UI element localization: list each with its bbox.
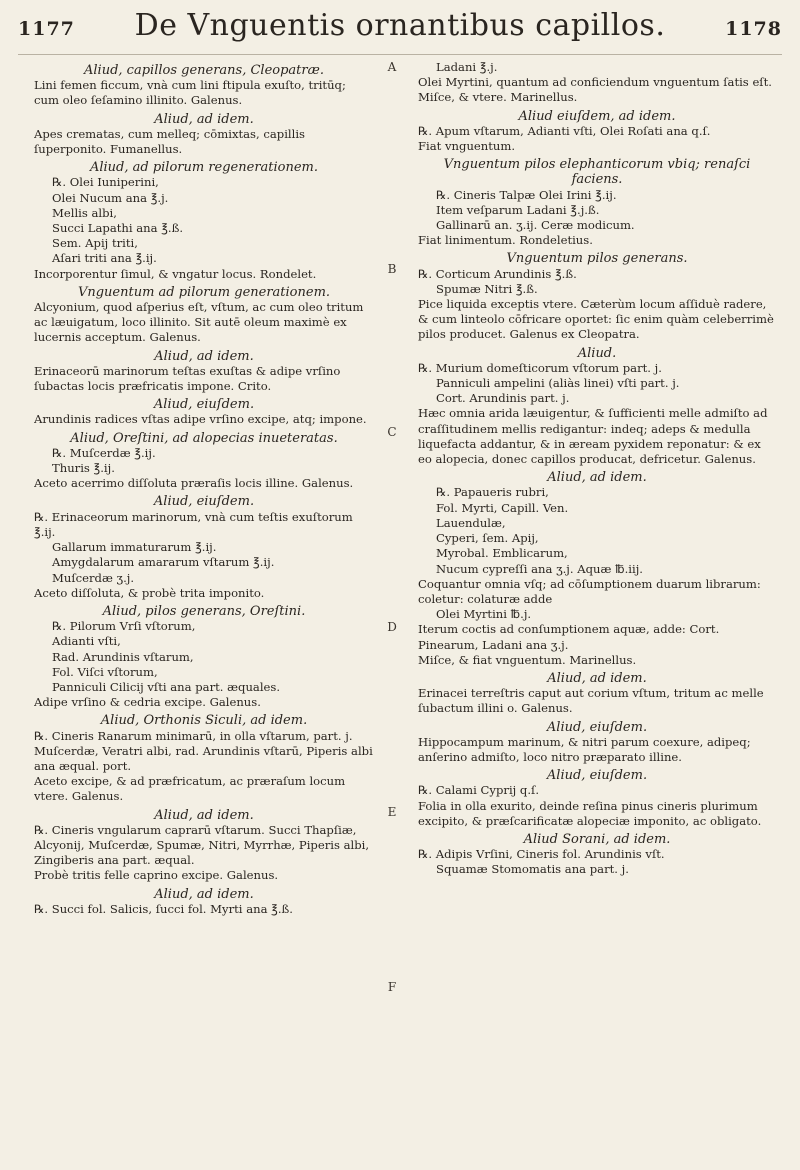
- text-line: ℞. Murium domeſticorum vſtorum part. j.: [418, 360, 662, 375]
- recipe-heading: Aliud Sorani, ad idem.: [523, 831, 671, 847]
- ingredient-line: Squamæ Stomomatis ana part. j.: [436, 862, 629, 877]
- text-line: ℞. Apum vſtarum, Adianti vſti, Olei Roſati ana q.ſ.: [418, 123, 711, 138]
- ingredient-line: Sem. Apij triti,: [52, 236, 138, 251]
- ingredient-line: ℞. Papaueris rubri,: [436, 485, 549, 500]
- text-line: Alcyonium, quod aſperius eſt, vſtum, ac cum oleo tritum ac læuigatum, loco illinito. Sit autē oleum maximè ex lucernis acceptum. Galenus.: [34, 300, 364, 345]
- ingredient-line: ℞. Olei Iuniperini,: [52, 175, 159, 190]
- text-line: Coquantur omnia vſq; ad cōſumptionem duarum librarum: coletur: colaturæ adde: [418, 576, 761, 606]
- recipe-heading: Aliud, eiuſdem.: [546, 719, 648, 735]
- ingredient-line: Panniculi ampelini (aliàs linei) vſti part. j.: [436, 376, 680, 391]
- text-line: Fiat linimentum. Rondeletius.: [418, 233, 593, 248]
- ingredient-line: Succi Lapathi ana ℥.ß.: [52, 221, 184, 236]
- ingredient-line: Amygdalarum amararum vſtarum ℥.ij.: [52, 555, 275, 570]
- recipe-heading: Aliud, ad idem.: [547, 470, 647, 486]
- recipe-heading: Aliud, ad idem.: [154, 807, 254, 823]
- recipe-heading: Aliud eiuſdem, ad idem.: [518, 108, 676, 124]
- page-number-right: 1178: [725, 18, 782, 40]
- ingredient-line: ℞. Pilorum Vrſi vſtorum,: [52, 619, 196, 634]
- ingredient-line: Thuris ℥.ij.: [52, 461, 115, 476]
- ingredient-line: Gallinarū an. ʒ.ij. Ceræ modicum.: [436, 218, 635, 233]
- recipe-heading: Aliud, Oreſtini, ad alopecias inueteratas.: [70, 430, 338, 446]
- ingredient-line: Adianti vſti,: [52, 634, 121, 649]
- text-line: ℞. Cineris Ranarum minimarū, in olla vſtarum, part. j.: [34, 728, 353, 743]
- text-line: Hippocampum marinum, & nitri parum coexure, adipeq; anſerino admiſto, loco nitro præparato illine.: [418, 734, 751, 764]
- text-line: ℞. Succi fol. Salicis, ſucci fol. Myrti ana ℥.ß.: [34, 901, 293, 916]
- recipe-heading: Aliud, ad idem.: [154, 348, 254, 364]
- text-line: Folia in olla exurito, deinde reſina pinus cineris plurimum excipito, & præſcarificatæ alopeciæ imponito, ac obligato.: [418, 798, 762, 828]
- recipe-heading: Aliud, Orthonis Siculi, ad idem.: [100, 713, 308, 729]
- text-line: Incorporentur ſimul, & vngatur locus. Rondelet.: [34, 266, 317, 281]
- recipe-heading: Aliud, capillos generans, Cleopatræ.: [84, 63, 324, 78]
- ingredient-line: Gallarum immaturarum ℥.ij.: [52, 540, 217, 555]
- ingredient-line: Panniculi Cilicij vſti ana part. æquales.: [52, 679, 281, 694]
- ingredient-line: Cort. Arundinis part. j.: [436, 391, 570, 406]
- text-line: Apes crematas, cum melleq; cōmixtas, capillis ſuperponito. Fumanellus.: [34, 126, 305, 157]
- ingredient-line: Myrobal. Emblicarum,: [436, 546, 568, 561]
- right-column: [418, 60, 776, 1162]
- ingredient-line: Aſari triti ana ℥.ij.: [52, 251, 157, 266]
- margin-letter: D: [387, 620, 397, 634]
- text-line: Miſce, & fiat vnguentum. Marinellus.: [418, 652, 637, 667]
- ingredient-line: Nucum cypreſſi ana ʒ.j. Aquæ ℔.iij.: [436, 561, 643, 576]
- text-line: ℞. Cineris vngularum caprarū vſtarum. Succi Thapſiæ, Alcyonij, Muſcerdæ, Spumæ, Nitri, Myrrhæ, Piperis albi, Zingiberis ana part. æqual.: [34, 822, 370, 868]
- margin-letter: C: [387, 425, 397, 439]
- margin-letter: A: [387, 60, 397, 74]
- text-line: Miſce, & vtere. Marinellus.: [418, 90, 578, 105]
- ingredient-line: ℞. Cineris Talpæ Olei Irini ℥.ij.: [436, 187, 617, 202]
- recipe-heading: Aliud, ad idem.: [154, 111, 254, 127]
- recipe-heading: Vnguentum pilos generans.: [506, 251, 688, 267]
- text-line: Hæc omnia arida læuigentur, & ſufficienti melle admiſto ad craſſitudinem mellis redigantur: indeq; adeps & medulla liquefacta addantur, & in æream pyxidem reponatur: & ex eo alopecia, donec capillos producat, defricetur. Galenus.: [418, 406, 768, 467]
- recipe-heading: Aliud, eiuſdem.: [546, 768, 648, 784]
- recipe-heading: Aliud, ad idem.: [547, 670, 647, 686]
- text-line: ℞. Adipis Vrſini, Cineris fol. Arundinis vſt.: [418, 847, 665, 862]
- margin-letter: E: [387, 805, 397, 819]
- text-line: Lini femen ficcum, vnà cum lini ftipula exuſto, tritūq; cum oleo ſeſamino illinito. Galenus.: [34, 78, 346, 108]
- recipe-heading: Aliud, ad idem.: [154, 886, 254, 902]
- ingredient-line: Rad. Arundinis vſtarum,: [52, 649, 194, 664]
- text-line: Erinaceorū marinorum teſtas exuſtas & adipe vrſino ſubactas locis præfricatis impone. Crito.: [34, 363, 341, 394]
- ingredient-line: Olei Myrtini ℔.j.: [436, 607, 532, 622]
- text-line: ℞. Calami Cyprij q.ſ.: [418, 783, 540, 798]
- recipe-heading: Aliud, ad pilorum regenerationem.: [89, 160, 319, 176]
- ingredient-line: Mellis albi,: [52, 205, 117, 220]
- ingredient-line: Lauendulæ,: [436, 515, 506, 530]
- text-line: Fiat vnguentum.: [418, 139, 516, 154]
- text-line: Iterum coctis ad conſumptionem aquæ, adde: Cort. Pinearum, Ladani ana ʒ.j.: [418, 622, 720, 652]
- recipe-heading: Aliud, pilos generans, Oreſtini.: [102, 603, 306, 619]
- ingredient-line: Cyperi, ſem. Apij,: [436, 531, 539, 546]
- text-line: Pice liquida exceptis vtere. Cæterùm locum aſſiduè radere, & cum linteolo cōfricare oportet: ſic enim quàm celeberrimè pilos producet. Galenus ex Cleopatra.: [418, 297, 774, 342]
- ingredient-line: Muſcerdæ ʒ.j.: [52, 570, 135, 585]
- margin-letter: B: [387, 262, 397, 276]
- recipe-heading: Vnguentum ad pilorum generationem.: [77, 284, 331, 300]
- recipe-heading: Vnguentum pilos elephanticorum vbiq; renaſci faciens.: [443, 157, 751, 188]
- ingredient-line: Fol. Viſci vſtorum,: [52, 664, 158, 679]
- left-column: [34, 60, 374, 1162]
- ingredient-line: Item veſparum Ladani ℥.j.ß.: [436, 202, 600, 217]
- margin-letter: F: [387, 980, 397, 994]
- text-line: Erinacei terreſtris caput aut corium vſtum, tritum ac melle ſubactum illini o. Galenus.: [418, 686, 764, 716]
- ingredient-line: ℞. Muſcerdæ ℥.ij.: [52, 445, 156, 460]
- text-line: ℞. Corticum Arundinis ℥.ß.: [418, 266, 577, 281]
- text-line: Aceto acerrimo diſſoluta præraſis locis illine. Galenus.: [34, 476, 354, 491]
- ingredient-line: Spumæ Nitri ℥.ß.: [436, 281, 538, 296]
- page-header: [18, 8, 782, 55]
- recipe-heading: Aliud, eiuſdem.: [153, 397, 255, 413]
- ingredient-line: Olei Nucum ana ℥.j.: [52, 190, 169, 205]
- text-line: Adipe vrſino & cedria excipe. Galenus.: [34, 695, 261, 710]
- recipe-heading: Aliud.: [577, 345, 617, 361]
- text-line: Olei Myrtini, quantum ad conficiendum vnguentum ſatis eſt.: [418, 75, 772, 90]
- text-line: Probè tritis felle caprino excipe. Galenus.: [34, 868, 279, 883]
- text-line: Arundinis radices vſtas adipe vrſino excipe, atq; impone.: [34, 412, 367, 427]
- running-title: De Vnguentis ornantibus capillos.: [134, 8, 666, 43]
- page-number-left: 1177: [18, 18, 75, 40]
- ingredient-line: Ladani ℥.j.: [436, 60, 498, 74]
- recipe-heading: Aliud, eiuſdem.: [153, 494, 255, 510]
- text-line: Aceto excipe, & ad præfricatum, ac præraſum locum vtere. Galenus.: [34, 774, 346, 804]
- ingredient-line: Fol. Myrti, Capill. Ven.: [436, 500, 569, 515]
- text-line: ℞. Erinaceorum marinorum, vnà cum teſtis exuſtorum ℥.ij.: [34, 509, 353, 539]
- text-line: Muſcerdæ, Veratri albi, rad. Arundinis vſtarū, Piperis albi ana æqual. port.: [34, 743, 373, 773]
- text-line: Aceto diſſoluta, & probè trita imponito.: [34, 585, 265, 600]
